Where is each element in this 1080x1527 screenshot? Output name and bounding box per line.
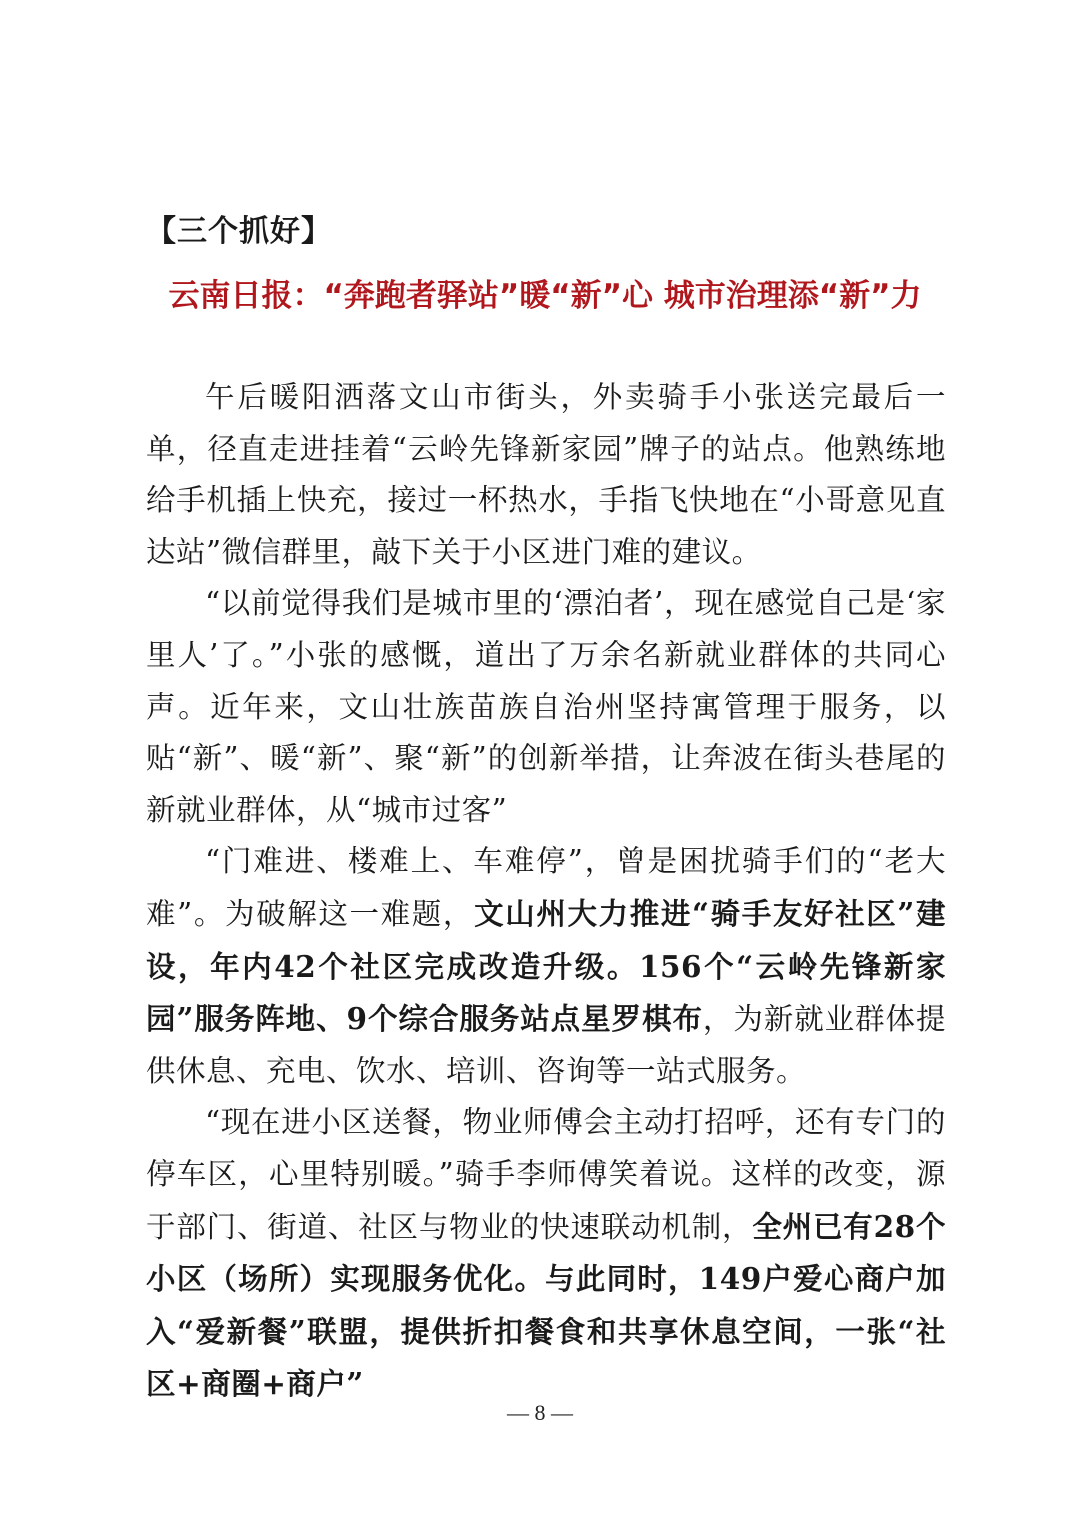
article-headline: 云南日报：“奔跑者驿站”暖“新”心 城市治理添“新”力: [168, 278, 922, 314]
text-segment: “门难进、楼难上、车难停”，曾是困扰骑手们的“老大难”。为破解这一难题，: [146, 844, 946, 931]
article-body: [146, 372, 946, 1411]
paragraph: [146, 578, 946, 836]
paragraph: [146, 1097, 946, 1411]
section-tag: 【三个抓好】: [146, 214, 332, 249]
paragraph: [146, 372, 946, 578]
bold-text-segment: 全州已有28个小区（场所）实现服务优化。与此同时，149户爱心商户加入“爱新餐”联盟，提供折扣餐食和共享休息空间，一张“社区+商圈+商户”: [146, 1208, 946, 1402]
text-segment: “以前觉得我们是城市里的‘漂泊者’，现在感觉自己是‘家里人’了。”小张的感慨，道出了万余名新就业群体的共同心声。近年来，文山壮族苗族自治州坚持寓管理于服务，以贴“新”、暖“新”、聚“新”的创新举措，让奔波在街头巷尾的新就业群体，从“城市过客”: [146, 586, 946, 827]
page-number: — 8 —: [507, 1400, 573, 1425]
text-segment: 午后暖阳洒落文山市街头，外卖骑手小张送完最后一单，径直走进挂着“云岭先锋新家园”牌子的站点。他熟练地给手机插上快充，接过一杯热水，手指飞快地在“小哥意见直达站”微信群里，敲下关于小区进门难的建议。: [146, 380, 946, 569]
text-segment: “现在进小区送餐，物业师傅会主动打招呼，还有专门的停车区，心里特别暖。”骑手李师傅笑着说。这样的改变，源于部门、街道、社区与物业的快速联动机制，: [146, 1105, 946, 1244]
paragraph: [146, 836, 946, 1097]
text-segment: ，为新就业群体提供休息、充电、饮水、培训、咨询等一站式服务。: [146, 1002, 946, 1088]
bold-text-segment: 文山州大力推进“骑手友好社区”建设，年内42个社区完成改造升级。156个“云岭先锋新家园”服务阵地、9个综合服务站点星罗棋布: [146, 895, 947, 1037]
